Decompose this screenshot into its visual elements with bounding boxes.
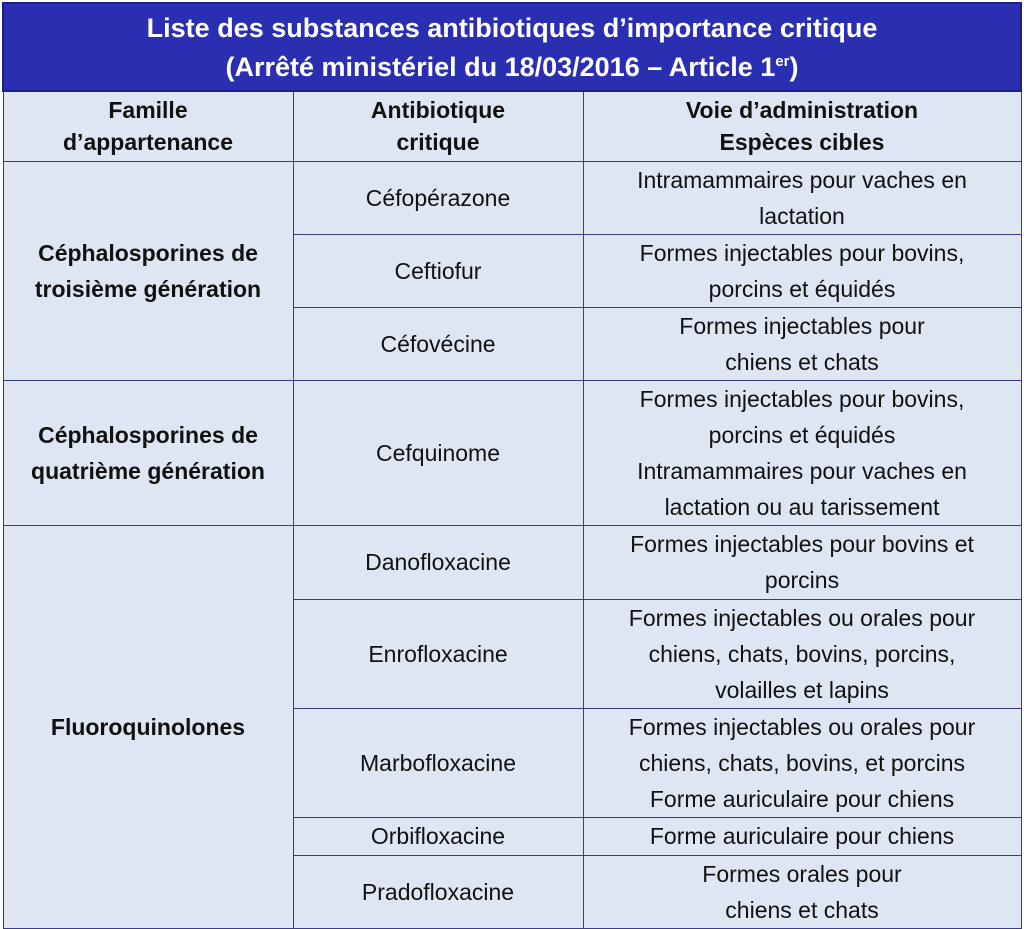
- route-line: chiens, chats, bovins, et porcins: [639, 749, 965, 776]
- route-line: Formes injectables pour bovins,: [639, 239, 965, 266]
- antibiotic-cell: Ceftiofur: [293, 234, 583, 307]
- route-line: Formes injectables pour bovins,: [639, 385, 965, 412]
- header-antibiotic-line: Antibiotique: [370, 97, 506, 124]
- route-line: Forme auriculaire pour chiens: [649, 823, 955, 849]
- route-cell: [583, 525, 1021, 599]
- antibiotics-table: [2, 2, 1022, 929]
- family-line: Céphalosporines de: [38, 421, 258, 448]
- route-cell: [583, 234, 1021, 307]
- route-line: chiens et chats: [725, 348, 879, 375]
- antibiotic-cell: Danofloxacine: [293, 525, 583, 599]
- family-cell: [3, 380, 293, 525]
- family-cell: [3, 525, 293, 928]
- route-line: lactation: [759, 202, 845, 229]
- route-line: chiens, chats, bovins, porcins,: [648, 640, 956, 667]
- title-subtitle: [10, 45, 1014, 84]
- route-cell: [583, 161, 1021, 234]
- route-line: Formes injectables ou orales pour: [628, 713, 976, 740]
- route-cell: [583, 817, 1021, 855]
- header-antibiotic: [293, 91, 583, 161]
- subtitle-superscript: er: [775, 52, 790, 70]
- antibiotic-cell: Pradofloxacine: [293, 855, 583, 928]
- route-cell: [583, 708, 1021, 817]
- antibiotics-table-container: [2, 2, 1020, 929]
- family-line: quatrième génération: [31, 457, 265, 484]
- table-row: [3, 380, 1021, 525]
- title-main: Liste des substances antibiotiques d’importance critique: [146, 12, 878, 43]
- route-line: Intramammaires pour vaches en: [637, 166, 967, 193]
- route-line: porcins et équidés: [708, 275, 896, 302]
- route-cell: [583, 307, 1021, 380]
- route-line: Formes injectables ou orales pour: [628, 604, 976, 631]
- antibiotic-cell: Enrofloxacine: [293, 599, 583, 708]
- route-cell: [583, 855, 1021, 928]
- table-title: [3, 3, 1021, 91]
- family-cell: [3, 161, 293, 380]
- header-family-line: d’appartenance: [63, 129, 233, 156]
- antibiotic-cell: Orbifloxacine: [293, 817, 583, 855]
- header-antibiotic-line: critique: [396, 129, 480, 156]
- antibiotic-cell: Marbofloxacine: [293, 708, 583, 817]
- header-family-line: Famille: [108, 97, 188, 124]
- antibiotic-cell: Céfopérazone: [293, 161, 583, 234]
- route-line: Formes orales pour: [702, 860, 902, 887]
- family-line: troisième génération: [34, 275, 262, 302]
- route-cell: [583, 380, 1021, 525]
- route-cell: [583, 599, 1021, 708]
- route-line: chiens et chats: [725, 896, 879, 923]
- family-line: Céphalosporines de: [38, 239, 258, 266]
- header-family: [3, 91, 293, 161]
- route-line: Formes injectables pour: [679, 312, 925, 339]
- route-line: lactation ou au tarissement: [664, 493, 940, 520]
- route-line: volailles et lapins: [715, 676, 889, 703]
- subtitle-text: (Arrêté ministériel du 18/03/2016 – Article 1: [225, 51, 776, 82]
- header-route-line: Espèces cibles: [719, 129, 885, 156]
- subtitle-end: ): [789, 51, 799, 82]
- route-line: porcins et équidés: [708, 421, 896, 448]
- table-row: [3, 525, 1021, 599]
- route-line: Forme auriculaire pour chiens: [649, 785, 955, 812]
- antibiotic-cell: Céfovécine: [293, 307, 583, 380]
- antibiotic-cell: Cefquinome: [293, 380, 583, 525]
- family-line: Fluoroquinolones: [50, 713, 246, 740]
- route-line: Formes injectables pour bovins et: [630, 531, 974, 557]
- header-route-line: Voie d’administration: [685, 97, 919, 124]
- route-line: porcins: [764, 567, 840, 593]
- route-line: Intramammaires pour vaches en: [637, 457, 967, 484]
- header-route: [583, 91, 1021, 161]
- table-row: [3, 161, 1021, 234]
